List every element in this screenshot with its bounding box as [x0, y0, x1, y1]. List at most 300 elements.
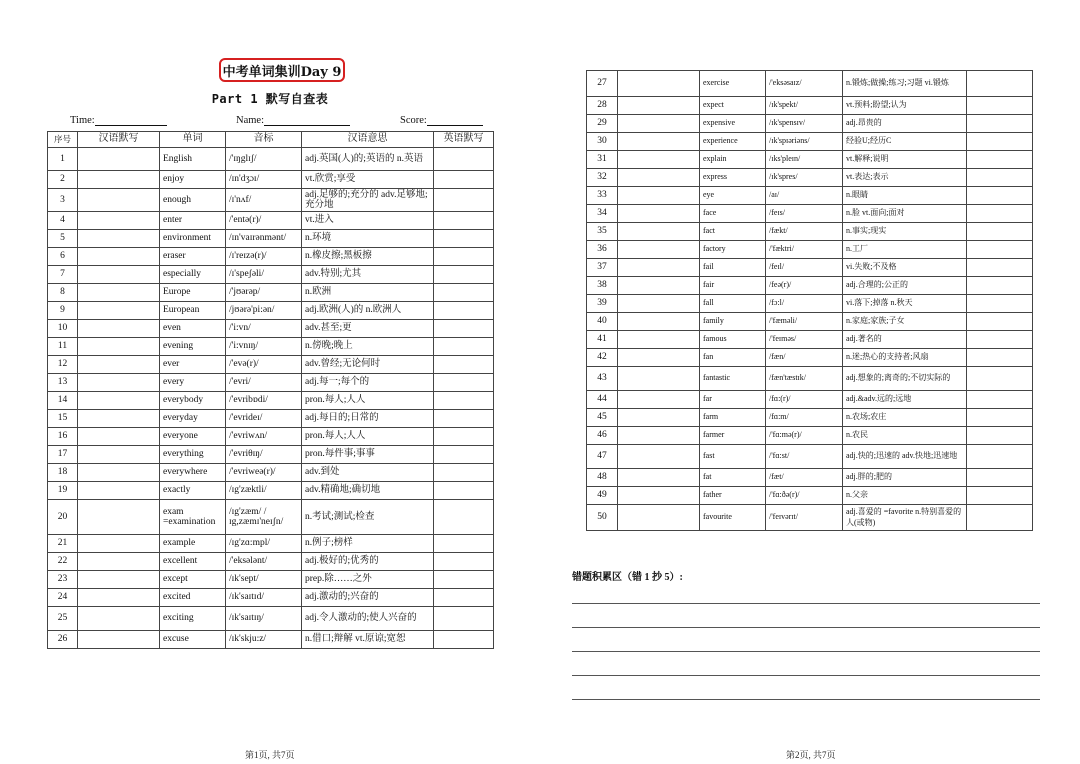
phonetic-cell: /'fæktri/ — [766, 241, 843, 259]
meaning-cell: n.家庭;家族;子女 — [843, 313, 967, 331]
chinese-dictation-cell[interactable] — [78, 171, 160, 189]
word-cell: fair — [700, 277, 766, 295]
word-cell: every — [160, 374, 226, 392]
meaning-cell: adj.&adv.远的;远地 — [843, 391, 967, 409]
chinese-dictation-cell[interactable] — [618, 151, 700, 169]
table-row — [48, 482, 494, 500]
word-cell: fan — [700, 349, 766, 367]
word-cell: eye — [700, 187, 766, 205]
english-dictation-cell[interactable] — [434, 410, 494, 428]
row-number: 42 — [587, 349, 618, 367]
word-cell: enjoy — [160, 171, 226, 189]
meaning-cell: vt.进入 — [302, 212, 434, 230]
meaning-cell: pron.每人;人人 — [302, 392, 434, 410]
chinese-dictation-cell[interactable] — [618, 241, 700, 259]
chinese-dictation-cell[interactable] — [618, 367, 700, 391]
table-row — [48, 607, 494, 631]
table-row — [587, 409, 1033, 427]
meaning-cell: n.橡皮擦;黑板擦 — [302, 248, 434, 266]
row-number: 18 — [48, 464, 78, 482]
english-dictation-cell[interactable] — [967, 349, 1033, 367]
english-dictation-cell[interactable] — [967, 133, 1033, 151]
page-title: 中考单词集训Day 9 — [219, 58, 345, 82]
chinese-dictation-cell[interactable] — [618, 487, 700, 505]
header-index: 序号 — [48, 132, 78, 148]
chinese-dictation-cell[interactable] — [618, 505, 700, 531]
chinese-dictation-cell[interactable] — [78, 500, 160, 535]
phonetic-cell: /ɪk'sept/ — [226, 571, 302, 589]
row-number: 48 — [587, 469, 618, 487]
meaning-cell: pron.每件事;事事 — [302, 446, 434, 464]
meaning-cell: n.锻炼;做操;练习;习题 vi.锻炼 — [843, 71, 967, 97]
chinese-dictation-cell[interactable] — [78, 248, 160, 266]
meaning-cell: n.事实;现实 — [843, 223, 967, 241]
row-number: 34 — [587, 205, 618, 223]
chinese-dictation-cell[interactable] — [618, 469, 700, 487]
word-cell: family — [700, 313, 766, 331]
english-dictation-cell[interactable] — [434, 302, 494, 320]
meaning-cell: n.欧洲 — [302, 284, 434, 302]
phonetic-cell: /ɪg'zæktli/ — [226, 482, 302, 500]
chinese-dictation-cell[interactable] — [78, 631, 160, 649]
row-number: 8 — [48, 284, 78, 302]
phonetic-cell: /'fɑ:st/ — [766, 445, 843, 469]
chinese-dictation-cell[interactable] — [618, 295, 700, 313]
table-row — [48, 171, 494, 189]
row-number: 13 — [48, 374, 78, 392]
chinese-dictation-cell[interactable] — [78, 607, 160, 631]
meaning-cell: n.借口;辩解 vt.原谅;宽恕 — [302, 631, 434, 649]
english-dictation-cell[interactable] — [434, 392, 494, 410]
table-row — [48, 189, 494, 212]
chinese-dictation-cell[interactable] — [78, 482, 160, 500]
english-dictation-cell[interactable] — [434, 320, 494, 338]
table-row — [587, 391, 1033, 409]
meaning-cell: vi.落下;掉落 n.秋天 — [843, 295, 967, 313]
word-cell: expensive — [700, 115, 766, 133]
row-number: 17 — [48, 446, 78, 464]
phonetic-cell: /ɪk'spres/ — [766, 169, 843, 187]
word-cell: eraser — [160, 248, 226, 266]
row-number: 19 — [48, 482, 78, 500]
word-cell: everybody — [160, 392, 226, 410]
row-number: 37 — [587, 259, 618, 277]
row-number: 25 — [48, 607, 78, 631]
english-dictation-cell[interactable] — [434, 356, 494, 374]
table-row — [587, 169, 1033, 187]
chinese-dictation-cell[interactable] — [618, 223, 700, 241]
chinese-dictation-cell[interactable] — [78, 410, 160, 428]
english-dictation-cell[interactable] — [434, 500, 494, 535]
header-word: 单词 — [160, 132, 226, 148]
table-row — [48, 631, 494, 649]
row-number: 9 — [48, 302, 78, 320]
chinese-dictation-cell[interactable] — [78, 589, 160, 607]
english-dictation-cell[interactable] — [967, 259, 1033, 277]
meaning-cell: n.迷;热心的支持者;风扇 — [843, 349, 967, 367]
chinese-dictation-cell[interactable] — [78, 392, 160, 410]
english-dictation-cell[interactable] — [967, 313, 1033, 331]
chinese-dictation-cell[interactable] — [618, 391, 700, 409]
phonetic-cell: /'i:vn/ — [226, 320, 302, 338]
phonetic-cell: /ɪk'saɪtɪd/ — [226, 589, 302, 607]
english-dictation-cell[interactable] — [967, 223, 1033, 241]
meaning-cell: prep.除……之外 — [302, 571, 434, 589]
word-cell: even — [160, 320, 226, 338]
word-cell: fat — [700, 469, 766, 487]
word-cell: everyone — [160, 428, 226, 446]
phonetic-cell: /fæn'tæstɪk/ — [766, 367, 843, 391]
chinese-dictation-cell[interactable] — [78, 571, 160, 589]
table-row — [587, 259, 1033, 277]
meaning-cell: adj.合理的;公正的 — [843, 277, 967, 295]
table-row — [48, 374, 494, 392]
footer-page-left: 第1页, 共7页 — [245, 750, 295, 760]
english-dictation-cell[interactable] — [434, 553, 494, 571]
english-dictation-cell[interactable] — [434, 230, 494, 248]
row-number: 7 — [48, 266, 78, 284]
english-dictation-cell[interactable] — [434, 338, 494, 356]
english-dictation-cell[interactable] — [967, 487, 1033, 505]
english-dictation-cell[interactable] — [434, 571, 494, 589]
row-number: 3 — [48, 189, 78, 212]
table-row — [48, 148, 494, 171]
chinese-dictation-cell[interactable] — [78, 535, 160, 553]
word-cell: fact — [700, 223, 766, 241]
english-dictation-cell[interactable] — [967, 295, 1033, 313]
phonetic-cell: /'fæməli/ — [766, 313, 843, 331]
word-cell: experience — [700, 133, 766, 151]
english-dictation-cell[interactable] — [434, 482, 494, 500]
phonetic-cell: /ɪks'pleɪn/ — [766, 151, 843, 169]
name-label: Name: — [236, 115, 264, 126]
word-cell: father — [700, 487, 766, 505]
table-row — [48, 571, 494, 589]
word-cell: exam =examination — [160, 500, 226, 535]
phonetic-cell: /jʊərə'pi:ən/ — [226, 302, 302, 320]
english-dictation-cell[interactable] — [434, 607, 494, 631]
english-dictation-cell[interactable] — [967, 97, 1033, 115]
meaning-cell: adj.欧洲(人)的 n.欧洲人 — [302, 302, 434, 320]
word-cell: Europe — [160, 284, 226, 302]
table-row — [587, 97, 1033, 115]
error-line[interactable] — [572, 651, 1040, 652]
chinese-dictation-cell[interactable] — [78, 284, 160, 302]
error-line[interactable] — [572, 603, 1040, 604]
word-cell: fall — [700, 295, 766, 313]
chinese-dictation-cell[interactable] — [618, 409, 700, 427]
phonetic-cell: /'ɪŋglɪʃ/ — [226, 148, 302, 171]
phonetic-cell: /ɪk'spɪəriəns/ — [766, 133, 843, 151]
error-line[interactable] — [572, 627, 1040, 628]
english-dictation-cell[interactable] — [434, 374, 494, 392]
meaning-cell: vt.欣赏;享受 — [302, 171, 434, 189]
chinese-dictation-cell[interactable] — [78, 266, 160, 284]
chinese-dictation-cell[interactable] — [618, 97, 700, 115]
table-row — [587, 71, 1033, 97]
meaning-cell: n.考试;测试;检查 — [302, 500, 434, 535]
chinese-dictation-cell[interactable] — [618, 205, 700, 223]
word-cell: factory — [700, 241, 766, 259]
english-dictation-cell[interactable] — [434, 266, 494, 284]
meaning-cell: adv.到处 — [302, 464, 434, 482]
chinese-dictation-cell[interactable] — [78, 428, 160, 446]
meaning-cell: vt.预料;盼望;认为 — [843, 97, 967, 115]
table-row — [587, 133, 1033, 151]
english-dictation-cell[interactable] — [434, 284, 494, 302]
english-dictation-cell[interactable] — [967, 205, 1033, 223]
phonetic-cell: /feə(r)/ — [766, 277, 843, 295]
table-row — [48, 212, 494, 230]
row-number: 50 — [587, 505, 618, 531]
table-row — [48, 248, 494, 266]
phonetic-cell: /ɪ'speʃəli/ — [226, 266, 302, 284]
english-dictation-cell[interactable] — [434, 535, 494, 553]
table-row — [587, 151, 1033, 169]
chinese-dictation-cell[interactable] — [78, 320, 160, 338]
row-number: 2 — [48, 171, 78, 189]
table-row — [587, 331, 1033, 349]
table-row — [48, 230, 494, 248]
chinese-dictation-cell[interactable] — [618, 169, 700, 187]
score-blank[interactable] — [427, 115, 483, 126]
meaning-cell: adv.曾经;无论何时 — [302, 356, 434, 374]
word-cell: exercise — [700, 71, 766, 97]
english-dictation-cell[interactable] — [434, 189, 494, 212]
english-dictation-cell[interactable] — [967, 367, 1033, 391]
name-field — [236, 115, 350, 126]
row-number: 11 — [48, 338, 78, 356]
row-number: 14 — [48, 392, 78, 410]
table-row — [587, 313, 1033, 331]
phonetic-cell: /'evribɒdi/ — [226, 392, 302, 410]
row-number: 15 — [48, 410, 78, 428]
english-dictation-cell[interactable] — [967, 115, 1033, 133]
meaning-cell: pron.每人;人人 — [302, 428, 434, 446]
meaning-cell: n.农场;农庄 — [843, 409, 967, 427]
time-label: Time: — [70, 115, 95, 126]
chinese-dictation-cell[interactable] — [78, 464, 160, 482]
english-dictation-cell[interactable] — [967, 427, 1033, 445]
error-area-title: 错题积累区（错 1 抄 5）: — [572, 572, 683, 583]
time-blank[interactable] — [95, 115, 167, 126]
table-row — [48, 356, 494, 374]
chinese-dictation-cell[interactable] — [78, 356, 160, 374]
english-dictation-cell[interactable] — [967, 241, 1033, 259]
english-dictation-cell[interactable] — [434, 212, 494, 230]
row-number: 38 — [587, 277, 618, 295]
chinese-dictation-cell[interactable] — [618, 331, 700, 349]
meaning-cell: adj.激动的;兴奋的 — [302, 589, 434, 607]
english-dictation-cell[interactable] — [434, 446, 494, 464]
english-dictation-cell[interactable] — [434, 428, 494, 446]
chinese-dictation-cell[interactable] — [618, 445, 700, 469]
chinese-dictation-cell[interactable] — [618, 115, 700, 133]
table-row — [48, 464, 494, 482]
meaning-cell: n.脸 vt.面向;面对 — [843, 205, 967, 223]
word-cell: express — [700, 169, 766, 187]
row-number: 31 — [587, 151, 618, 169]
word-cell: everywhere — [160, 464, 226, 482]
table-row — [587, 277, 1033, 295]
phonetic-cell: /ɪk'spensɪv/ — [766, 115, 843, 133]
phonetic-cell: /fɑ:m/ — [766, 409, 843, 427]
header-chinese-dictation: 汉语默写 — [78, 132, 160, 148]
row-number: 21 — [48, 535, 78, 553]
chinese-dictation-cell[interactable] — [78, 553, 160, 571]
chinese-dictation-cell[interactable] — [618, 259, 700, 277]
english-dictation-cell[interactable] — [967, 469, 1033, 487]
phonetic-cell: /ɪ'reɪzə(r)/ — [226, 248, 302, 266]
footer-page-right: 第2页, 共7页 — [786, 750, 836, 760]
table-row — [587, 295, 1033, 313]
meaning-cell: adj.极好的;优秀的 — [302, 553, 434, 571]
word-cell: face — [700, 205, 766, 223]
word-cell: explain — [700, 151, 766, 169]
row-number: 10 — [48, 320, 78, 338]
word-cell: farm — [700, 409, 766, 427]
phonetic-cell: /'evriweə(r)/ — [226, 464, 302, 482]
chinese-dictation-cell[interactable] — [78, 189, 160, 212]
phonetic-cell: /ɪk'spekt/ — [766, 97, 843, 115]
table-row — [48, 392, 494, 410]
meaning-cell: adj.每一;每个的 — [302, 374, 434, 392]
word-cell: exciting — [160, 607, 226, 631]
english-dictation-cell[interactable] — [967, 409, 1033, 427]
chinese-dictation-cell[interactable] — [78, 338, 160, 356]
vocab-table-left — [47, 131, 494, 649]
english-dictation-cell[interactable] — [434, 631, 494, 649]
meaning-cell: adj.足够的;充分的 adv.足够地;充分地 — [302, 189, 434, 212]
word-cell: excited — [160, 589, 226, 607]
row-number: 12 — [48, 356, 78, 374]
chinese-dictation-cell[interactable] — [618, 277, 700, 295]
phonetic-cell: /'fɑ:ðə(r)/ — [766, 487, 843, 505]
error-line[interactable] — [572, 699, 1040, 700]
row-number: 47 — [587, 445, 618, 469]
meaning-cell: n.农民 — [843, 427, 967, 445]
english-dictation-cell[interactable] — [434, 171, 494, 189]
word-cell: environment — [160, 230, 226, 248]
chinese-dictation-cell[interactable] — [78, 212, 160, 230]
meaning-cell: n.例子;榜样 — [302, 535, 434, 553]
phonetic-cell: /ɪk'saɪtɪŋ/ — [226, 607, 302, 631]
chinese-dictation-cell[interactable] — [618, 427, 700, 445]
word-cell: enough — [160, 189, 226, 212]
phonetic-cell: /ɪg'zɑ:mpl/ — [226, 535, 302, 553]
table-row — [48, 589, 494, 607]
row-number: 39 — [587, 295, 618, 313]
name-blank[interactable] — [264, 115, 350, 126]
meaning-cell: adj.胖的;肥的 — [843, 469, 967, 487]
row-number: 16 — [48, 428, 78, 446]
phonetic-cell: /'fɑ:mə(r)/ — [766, 427, 843, 445]
english-dictation-cell[interactable] — [434, 589, 494, 607]
meaning-cell: adj.令人激动的;使人兴奋的 — [302, 607, 434, 631]
table-row — [48, 535, 494, 553]
row-number: 35 — [587, 223, 618, 241]
english-dictation-cell[interactable] — [967, 151, 1033, 169]
table-row — [48, 446, 494, 464]
row-number: 5 — [48, 230, 78, 248]
phonetic-cell: /'evriθɪŋ/ — [226, 446, 302, 464]
english-dictation-cell[interactable] — [967, 169, 1033, 187]
table-row — [587, 223, 1033, 241]
row-number: 28 — [587, 97, 618, 115]
chinese-dictation-cell[interactable] — [618, 313, 700, 331]
chinese-dictation-cell[interactable] — [78, 302, 160, 320]
meaning-cell: vt.表达;表示 — [843, 169, 967, 187]
meaning-cell: adj.快的;迅速的 adv.快地;迅速地 — [843, 445, 967, 469]
word-cell: enter — [160, 212, 226, 230]
table-row — [48, 266, 494, 284]
english-dictation-cell[interactable] — [967, 277, 1033, 295]
time-field — [70, 115, 167, 126]
meaning-cell: vt.解释;说明 — [843, 151, 967, 169]
chinese-dictation-cell[interactable] — [78, 446, 160, 464]
chinese-dictation-cell[interactable] — [78, 230, 160, 248]
chinese-dictation-cell[interactable] — [618, 349, 700, 367]
word-cell: everything — [160, 446, 226, 464]
meaning-cell: n.眼睛 — [843, 187, 967, 205]
row-number: 36 — [587, 241, 618, 259]
row-number: 43 — [587, 367, 618, 391]
english-dictation-cell[interactable] — [967, 331, 1033, 349]
part-title: Part 1 默写自查表 — [211, 92, 329, 106]
table-row — [48, 553, 494, 571]
chinese-dictation-cell[interactable] — [78, 374, 160, 392]
header-english-dictation: 英语默写 — [434, 132, 494, 148]
score-field — [400, 115, 483, 126]
word-cell: example — [160, 535, 226, 553]
meaning-cell: adv.精确地;确切地 — [302, 482, 434, 500]
english-dictation-cell[interactable] — [967, 505, 1033, 531]
chinese-dictation-cell[interactable] — [618, 133, 700, 151]
table-row — [587, 445, 1033, 469]
phonetic-cell: /'i:vnɪŋ/ — [226, 338, 302, 356]
word-cell: fast — [700, 445, 766, 469]
row-number: 20 — [48, 500, 78, 535]
chinese-dictation-cell[interactable] — [618, 71, 700, 97]
phonetic-cell: /fæn/ — [766, 349, 843, 367]
score-label: Score: — [400, 115, 427, 126]
row-number: 23 — [48, 571, 78, 589]
english-dictation-cell[interactable] — [967, 187, 1033, 205]
meaning-cell: n.工厂 — [843, 241, 967, 259]
english-dictation-cell[interactable] — [967, 391, 1033, 409]
phonetic-cell: /'evrideɪ/ — [226, 410, 302, 428]
phonetic-cell: /'evri/ — [226, 374, 302, 392]
row-number: 27 — [587, 71, 618, 97]
english-dictation-cell[interactable] — [434, 248, 494, 266]
english-dictation-cell[interactable] — [967, 445, 1033, 469]
chinese-dictation-cell[interactable] — [618, 187, 700, 205]
word-cell: farmer — [700, 427, 766, 445]
english-dictation-cell[interactable] — [434, 148, 494, 171]
meaning-cell: adj.每日的;日常的 — [302, 410, 434, 428]
phonetic-cell: /'eksəsaɪz/ — [766, 71, 843, 97]
row-number: 46 — [587, 427, 618, 445]
table-row — [587, 427, 1033, 445]
english-dictation-cell[interactable] — [434, 464, 494, 482]
row-number: 32 — [587, 169, 618, 187]
error-line[interactable] — [572, 675, 1040, 676]
english-dictation-cell[interactable] — [967, 71, 1033, 97]
word-cell: everyday — [160, 410, 226, 428]
phonetic-cell: /'jʊərəp/ — [226, 284, 302, 302]
chinese-dictation-cell[interactable] — [78, 148, 160, 171]
phonetic-cell: /fɔ:l/ — [766, 295, 843, 313]
